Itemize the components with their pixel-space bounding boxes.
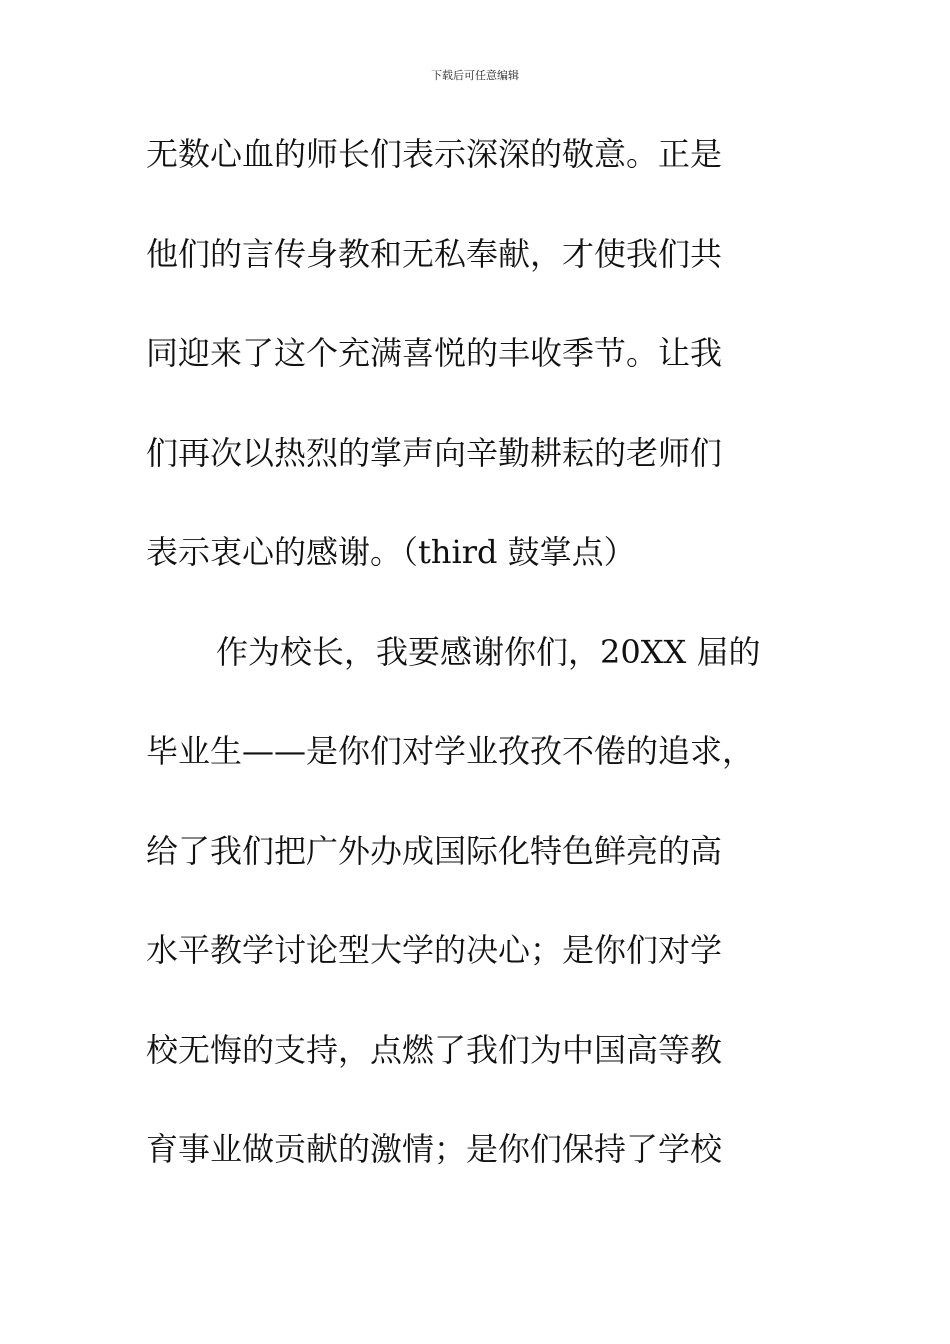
text-line: 无数心血的师长们表示深深的敬意。正是 — [146, 135, 723, 173]
text-line: 育事业做贡献的激情；是你们保持了学校 — [146, 1130, 723, 1168]
text-line: 毕业生——是你们对学业孜孜不倦的追求， — [146, 732, 755, 770]
text-line: 们再次以热烈的掌声向辛勤耕耘的老师们 — [146, 433, 723, 472]
body-text — [146, 124, 786, 1219]
text-line: 校无悔的支持，点燃了我们为中国高等教 — [146, 1030, 723, 1069]
text-line: 水平教学讨论型大学的决心；是你们对学 — [146, 931, 723, 969]
text-line: 同迎来了这个充满喜悦的丰收季节。让我 — [146, 334, 723, 372]
text-line: 他们的言传身教和无私奉献，才使我们共 — [146, 234, 723, 273]
page-header-note: 下载后可任意编辑 — [431, 69, 519, 82]
text-line: 给了我们把广外办成国际化特色鲜亮的高 — [146, 831, 723, 870]
paragraph-start-line: 作为校长，我要感谢你们，20XX 届的 — [216, 632, 761, 671]
text-line: 表示衷心的感谢。（third 鼓掌点） — [146, 533, 636, 571]
